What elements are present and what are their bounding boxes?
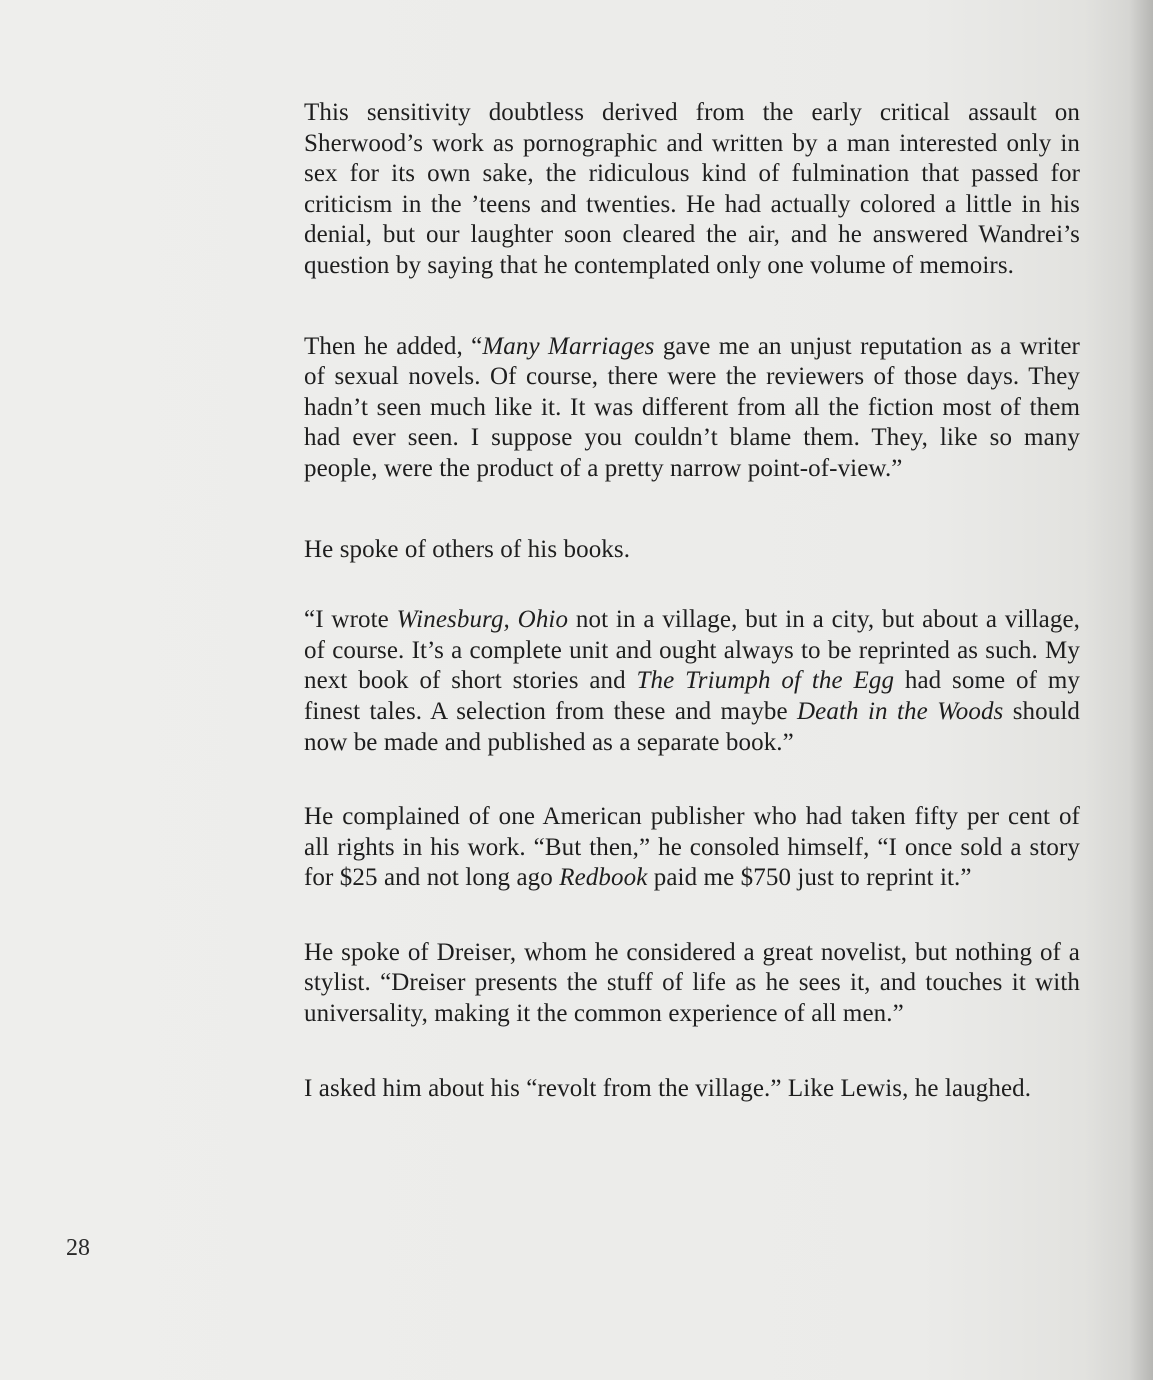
- paragraph-text: not in a village, but in a city, but about a village, of course. It’s a complete unit and ought always to be reprinted as such. My next book of short stories and: [304, 606, 1080, 695]
- paragraph-other-books: [304, 535, 1080, 566]
- paragraph-text: Then he added, “: [304, 332, 483, 360]
- paragraph-text: He spoke of Dreiser, whom he considered a great novelist, but nothing of a stylist. “Dreiser presents the stuff of life as he sees it, and touches it with universality, making it the common experience of all men.”: [304, 938, 1080, 1028]
- paragraph-text: This sensitivity doubtless derived from the early critical assault on Sherwood’s work as pornographic and written by a man interested only in sex for its own sake, the ridiculous kind of fulmination that passed for criticism in the ’teens and twenties. He had actually colored a little in his denial, but our laughter soon cleared the air, and he answered Wandrei’s question by saying that he contemplated only one volume of memoirs.: [304, 99, 1080, 279]
- paragraph-text: He complained of one American publisher who had taken fifty per cent of all rights in his work. “But then,” he consoled himself, “I once sold a story for $25 and not long ago: [304, 803, 1080, 892]
- book-title-winesburg-ohio: Winesburg, Ohio: [396, 606, 569, 634]
- paragraph-revolt: [304, 1074, 1080, 1105]
- paragraph-text: paid me $750 just to reprint it.”: [647, 864, 972, 892]
- paragraph-winesburg: [304, 605, 1080, 758]
- paragraph-sensitivity: [304, 98, 1080, 282]
- paragraph-text: He spoke of others of his books.: [304, 535, 631, 563]
- paragraph-publisher: [304, 802, 1080, 894]
- paragraph-text: had some of my finest tales. A selection from these and maybe: [304, 667, 1080, 725]
- page-number: 28: [66, 1235, 90, 1261]
- book-title-death-in-the-woods: Death in the Woods: [797, 697, 1004, 725]
- magazine-title-redbook: Redbook: [559, 864, 648, 892]
- book-title-triumph-of-the-egg: The Triumph of the Egg: [636, 667, 895, 695]
- book-title-many-marriages: Many Marriages: [482, 332, 655, 360]
- spine-shadow: [1129, 0, 1153, 1380]
- paragraph-dreiser: [304, 938, 1080, 1030]
- paragraph-text: I asked him about his “revolt from the village.” Like Lewis, he laughed.: [304, 1074, 1032, 1102]
- body-text: [304, 98, 1080, 1104]
- paragraph-text: “I wrote: [304, 606, 397, 634]
- paragraph-text: should now be made and published as a separate book.”: [304, 697, 1080, 756]
- paragraph-text: gave me an unjust reputation as a writer of sexual novels. Of course, there were the reviewers of those days. They hadn’t seen much like it. It was different from all the fiction most of them had ever seen. I suppose you couldn’t blame them. They, like so many people, were the product of a pretty narrow point-of-view.”: [304, 332, 1080, 482]
- paragraph-many-marriages: [304, 332, 1080, 485]
